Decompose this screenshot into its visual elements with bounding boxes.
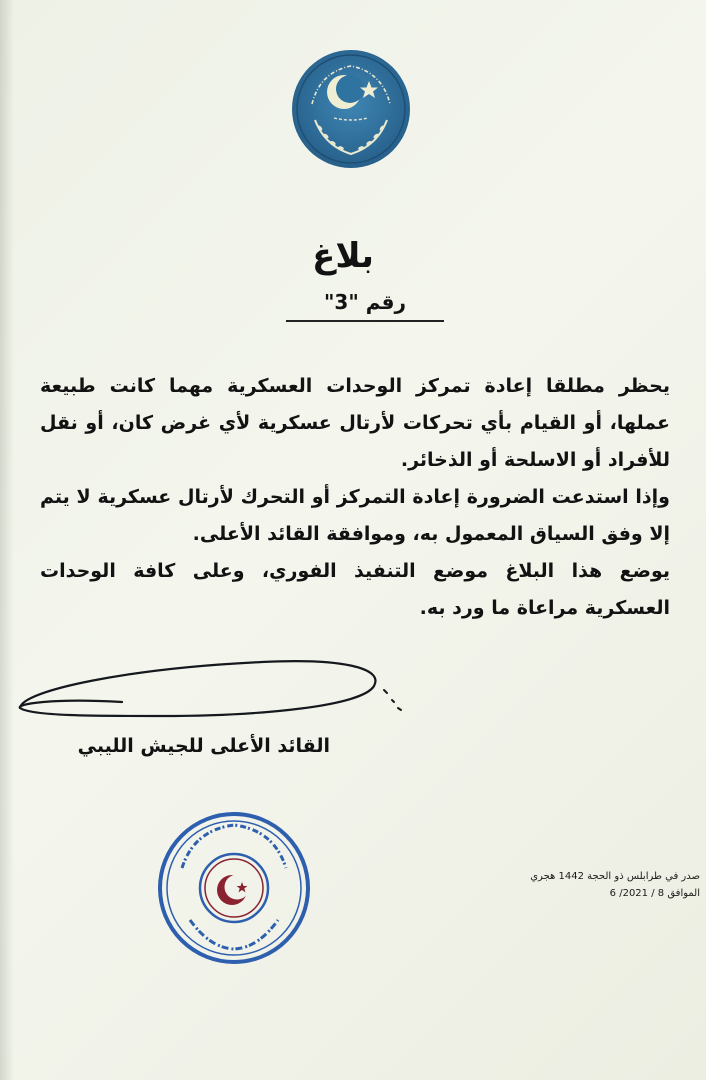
paragraph-2: وإذا استدعت الضرورة إعادة التمركز أو التحرك لأرتال عسكرية لا يتم إلا وفق السياق المعمول به، وموافقة القائد الأعلى. xyxy=(40,486,670,545)
document-title: بلاغ xyxy=(312,236,374,276)
signatory-title: القائد الأعلى للجيش الليبي xyxy=(77,735,330,757)
document-number: رقم "3" xyxy=(286,290,444,322)
issue-info xyxy=(520,868,700,902)
paragraph-3: يوضع هذا البلاغ موضع التنفيذ الفوري، وعلى كافة الوحدات العسكرية مراعاة ما ورد به. xyxy=(40,560,670,619)
official-stamp-icon xyxy=(154,808,314,968)
issue-hijri-line: صدر في طرابلس ذو الحجة 1442 هجري xyxy=(530,871,700,882)
handwritten-signature xyxy=(12,650,412,730)
issue-gregorian-line: الموافق 8 / 2021/ 6 xyxy=(609,888,700,899)
paragraph-1: يحظر مطلقا إعادة تمركز الوحدات العسكرية مهما كانت طبيعة عملها، أو القيام بأي تحركات لأرتال عسكرية لأي غرض كان، أو نقل للأفراد أو الاسلحة أو الذخائر. xyxy=(40,375,670,471)
crescent-star-emblem-icon xyxy=(290,48,412,170)
page-edge-shadow xyxy=(0,0,14,1080)
document-body xyxy=(40,368,670,627)
